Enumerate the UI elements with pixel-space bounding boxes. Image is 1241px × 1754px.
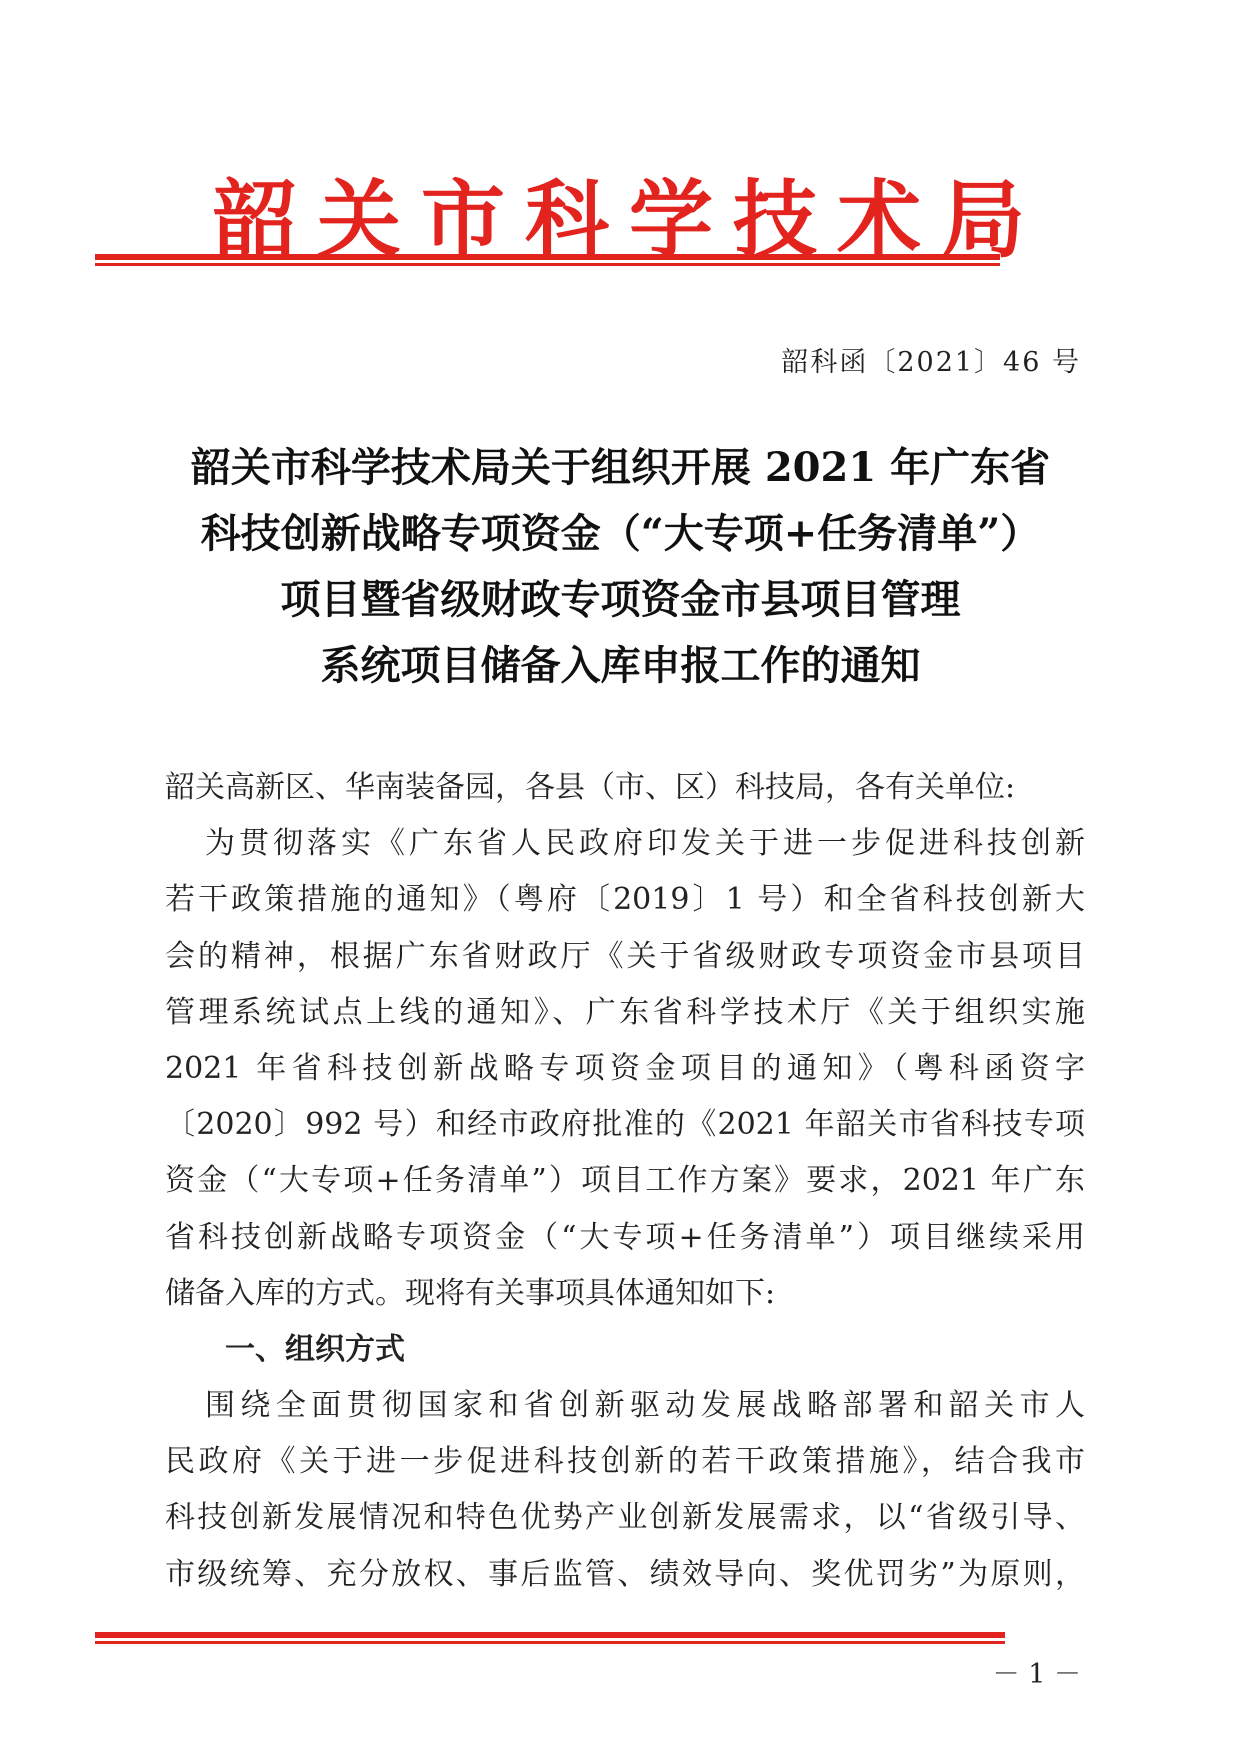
letterhead-rule-thick [95,254,1000,260]
paragraph-line: 市级统筹、充分放权、事后监管、绩效导向、奖优罚劣”为原则， [165,1556,1085,1592]
paragraph-line: 若干政策措施的通知》（粤府〔2019〕1 号）和全省科技创新大 [165,882,1085,918]
title-line-4: 系统项目储备入库申报工作的通知 [320,642,921,689]
document-title [120,435,1121,699]
footer-rule-thick [95,1632,1005,1638]
paragraph-line: 资金（“大专项+任务清单”）项目工作方案》要求，2021 年广东 [165,1163,1085,1199]
salutation-line: 韶关高新区、华南装备园，各县（市、区）科技局，各有关单位: [165,770,1016,805]
paragraph-line: 管理系统试点上线的通知》、广东省科学技术厅《关于组织实施 [165,994,1085,1030]
paragraph-line: 为贯彻落实《广东省人民政府印发关于进一步促进科技创新 [205,826,1085,862]
paragraph-line: 2021 年省科技创新战略专项资金项目的通知》（粤科函资字 [165,1050,1085,1086]
letterhead-org-name: 韶关市科学技术局 [212,170,1045,269]
section-heading: 一、组织方式 [225,1331,405,1367]
footer-rule-thin [95,1641,1005,1644]
paragraph-line: 民政府《关于进一步促进科技创新的若干政策措施》，结合我市 [165,1444,1085,1480]
paragraph-line: 围绕全面贯彻国家和省创新驱动发展战略部署和韶关市人 [205,1388,1085,1424]
title-line-2: 科技创新战略专项资金（“大专项+任务清单”） [200,510,1041,557]
paragraph-line: 会的精神，根据广东省财政厅《关于省级财政专项资金市县项目 [165,938,1085,974]
paragraph-line: 省科技创新战略专项资金（“大专项+任务清单”）项目继续采用 [165,1219,1085,1255]
title-line-1: 韶关市科学技术局关于组织开展 2021 年广东省 [190,444,1051,491]
document-number: 韶科函〔2021〕46 号 [781,347,1081,378]
paragraph-line: 〔2020〕992 号）和经市政府批准的《2021 年韶关市省科技专项 [165,1107,1085,1143]
paragraph-line: 储备入库的方式。现将有关事项具体通知如下: [165,1275,776,1311]
paragraph-line: 科技创新发展情况和特色优势产业创新发展需求，以“省级引导、 [165,1500,1085,1536]
document-body [165,760,1085,1603]
letterhead-rule-thin [95,263,1000,266]
title-line-3: 项目暨省级财政专项资金市县项目管理 [280,576,961,623]
page-number: － 1 － [992,1659,1081,1690]
